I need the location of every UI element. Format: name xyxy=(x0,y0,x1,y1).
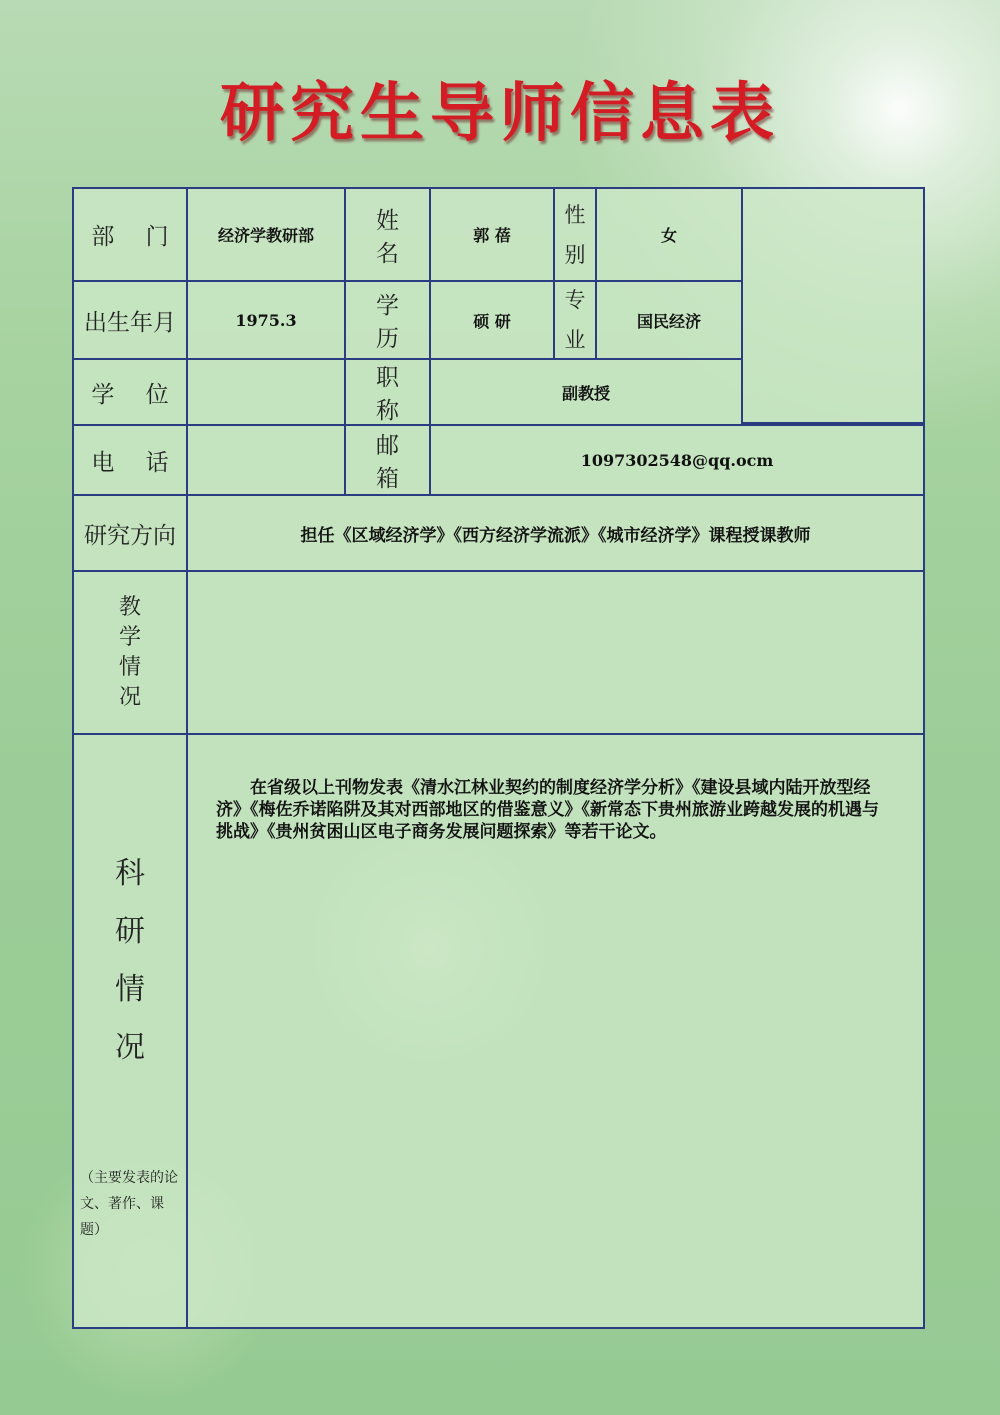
name-label: 姓 名 xyxy=(344,187,431,282)
teaching-label-char-3: 情 xyxy=(118,654,141,680)
major-label-char-2: 业 xyxy=(564,328,586,352)
research-label xyxy=(72,733,188,1329)
research-direction-value: 担任《区域经济学》《西方经济学流派》《城市经济学》课程授课教师 xyxy=(186,494,925,572)
photo-box xyxy=(741,187,925,424)
research-label-char-3: 情 xyxy=(115,972,145,1007)
education-value: 硕 研 xyxy=(429,280,555,360)
title-rank-label: 职 称 xyxy=(344,358,431,426)
department-value: 经济学教研部 xyxy=(186,187,346,282)
email-value: 1097302548@qq.ocm xyxy=(429,424,925,496)
research-label-char-1: 科 xyxy=(115,856,145,891)
degree-label: 学 位 xyxy=(72,358,188,426)
research-label-chars xyxy=(115,845,145,1077)
gender-label xyxy=(553,187,597,282)
title-rank-value: 副教授 xyxy=(429,358,743,426)
major-label xyxy=(553,280,597,360)
teaching-value xyxy=(186,570,925,735)
birth-value: 1975.3 xyxy=(186,280,346,360)
department-label: 部 门 xyxy=(72,187,188,282)
research-value: 在省级以上刊物发表《清水江林业契约的制度经济学分析》《建设县域内陆开放型经济》《梅佐乔诺陷阱及其对西部地区的借鉴意义》《新常态下贵州旅游业跨越发展的机遇与挑战》《贵州贫困山区电子商务发展问题探索》等若干论文。 xyxy=(186,733,925,1329)
research-direction-label: 研究方向 xyxy=(72,494,188,572)
gender-label-char-2: 别 xyxy=(564,242,586,267)
research-label-char-4: 况 xyxy=(115,1030,145,1065)
major-label-char-1: 专 xyxy=(564,288,586,312)
major-value: 国民经济 xyxy=(595,280,743,360)
teaching-label-char-4: 况 xyxy=(118,684,141,710)
teaching-label-char-2: 学 xyxy=(118,624,141,650)
degree-value xyxy=(186,358,346,426)
birth-label: 出生年月 xyxy=(72,280,188,360)
gender-value: 女 xyxy=(595,187,743,282)
name-value: 郭 蓓 xyxy=(429,187,555,282)
research-note: （主要发表的论文、著作、课题） xyxy=(80,1170,178,1238)
page-title: 研究生导师信息表 xyxy=(220,77,780,151)
phone-value xyxy=(186,424,346,496)
phone-label: 电 话 xyxy=(72,424,188,496)
email-label: 邮 箱 xyxy=(344,424,431,496)
teaching-label-char-1: 教 xyxy=(118,594,141,620)
gender-label-char-1: 性 xyxy=(564,202,586,227)
teaching-label xyxy=(72,570,188,735)
research-label-char-2: 研 xyxy=(115,914,145,949)
education-label: 学 历 xyxy=(344,280,431,360)
